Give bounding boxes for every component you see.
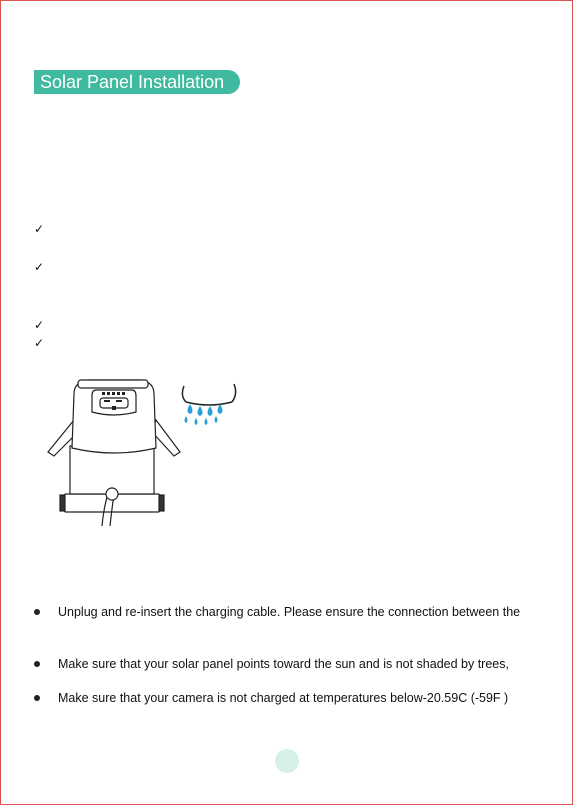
camera-rain-illustration (44, 376, 244, 531)
page-number-marker (275, 749, 299, 773)
camera-icon (48, 380, 180, 526)
checkmark-icon: ✓ (34, 336, 45, 350)
bullet-icon (34, 695, 40, 701)
tip-text: Unplug and re-insert the charging cable. Please ensure the connection between the (58, 605, 521, 619)
checkmark-icon: ✓ (34, 318, 45, 332)
rain-cloud-icon (182, 384, 235, 425)
checkmark-icon: ✓ (34, 222, 45, 236)
tip-item (34, 656, 509, 672)
bullet-icon (34, 609, 40, 615)
tip-text: Make sure that your solar panel points toward the sun and is not shaded by trees, (58, 657, 509, 671)
checkmark-icon: ✓ (34, 260, 45, 274)
bullet-icon (34, 661, 40, 667)
tip-text: Make sure that your camera is not charged at temperatures below-20.59C (-59F ) (58, 691, 509, 705)
tip-item (34, 604, 520, 620)
section-title: Solar Panel Installation (34, 70, 240, 94)
tip-item (34, 690, 508, 706)
